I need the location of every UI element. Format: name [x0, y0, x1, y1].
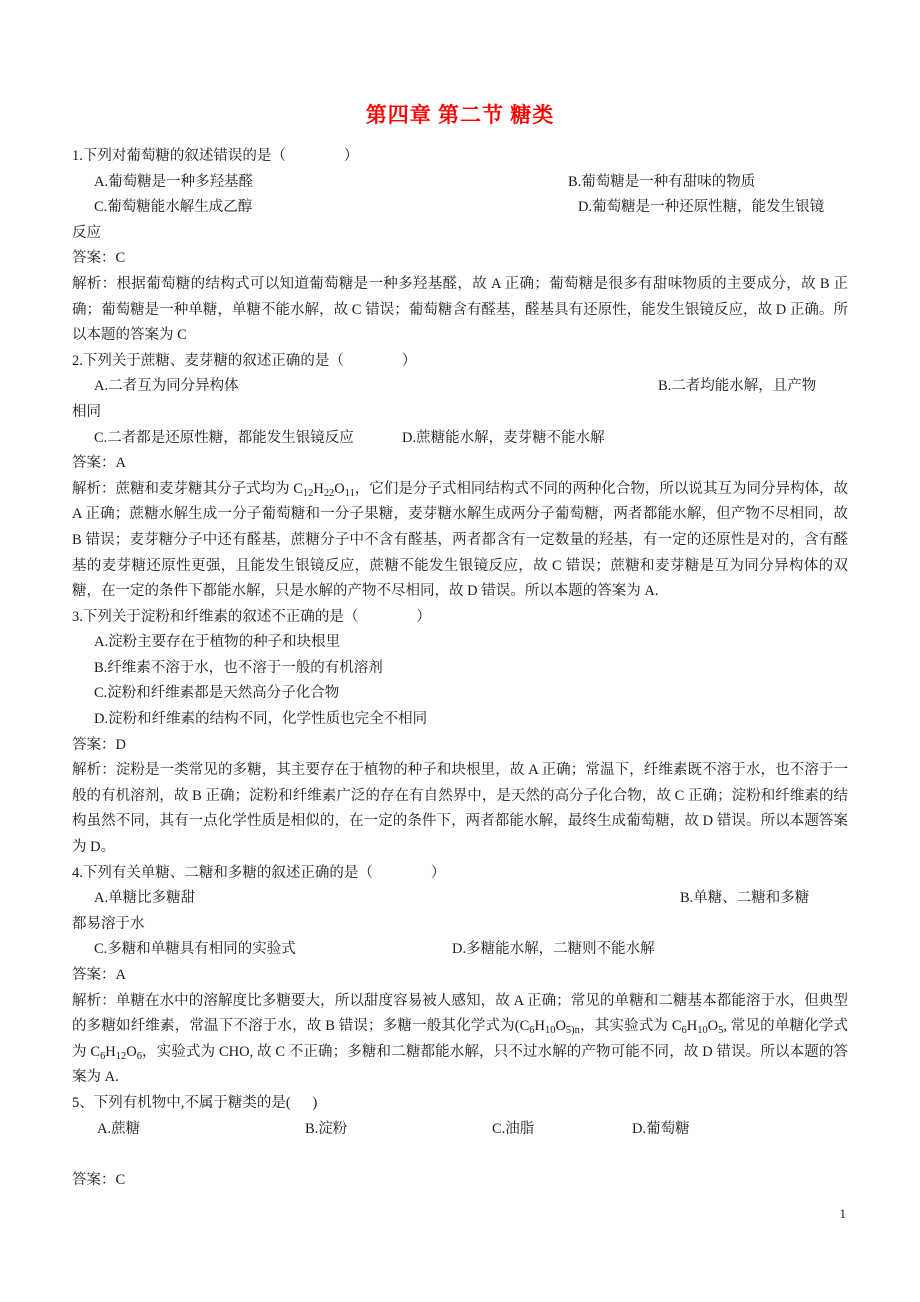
q4-analysis-seg-1: 解析：单糖在水中的溶解度比多糖要大，所以甜度容易被人感知，故 A 正确；常见的单糖和二糖基本都能溶于水，但典型的多糖如纤维素，常温下不溶于水，故 B 错误；多糖一般其化学式为(C: [72, 992, 848, 1035]
q4-analysis-seg-4: ，实验式为 CHO, 故 C 不正确；多糖和二糖都能水解，只不过水解的产物可能不同，故 D 错误。所以本题的答案为 A.: [72, 1043, 848, 1086]
q2-analysis-seg-2: H: [313, 480, 324, 497]
question-2-option-d[interactable]: D.蔗糖能水解，麦芽糖不能水解: [402, 429, 605, 446]
question-4-option-b[interactable]: B.单糖、二糖和多糖: [680, 890, 810, 907]
question-5-answer: 答案：C: [72, 1171, 126, 1188]
q4-formula-polysaccharide: $_6H_{10}O_{5)n}$: [529, 1018, 580, 1037]
q4-formula-empirical: $_6H_{10}O_5$: [681, 1018, 724, 1037]
question-4-analysis: [72, 989, 848, 1091]
question-4-option-d[interactable]: D.多糖能水解，二糖则不能水解: [452, 941, 655, 958]
q2-formula-sub-12: 12: [302, 487, 314, 499]
q2-formula-sub-22: 22: [323, 487, 335, 499]
question-1-stem: 1.下列对葡萄糖的叙述错误的是（ ）: [72, 148, 359, 164]
question-1-options-row-1: [72, 170, 848, 196]
question-3-stem: 3.下列关于淀粉和纤维素的叙述不正确的是（ ）: [72, 608, 431, 625]
page-number: 1: [839, 1206, 846, 1221]
question-3-option-d[interactable]: D.淀粉和纤维素的结构不同，化学性质也完全不相同: [94, 711, 428, 728]
question-1-analysis: 解析：根据葡萄糖的结构式可以知道葡萄糖是一种多羟基醛，故 A 正确；葡萄糖是很多有甜味物质的主要成分，故 B 正确；葡萄糖是一种单糖，单糖不能水解，故 C 错误；葡萄糖含有醛基，醛基具有还原性，能发生银镜反应，故 D 正确。所以本题的答案为 C: [72, 275, 848, 344]
q2-analysis-seg-3: O: [334, 480, 345, 497]
q4-analysis-seg-3: , 常见的单糖化学式为 C: [72, 1018, 849, 1060]
question-1-option-overflow: 反应: [72, 224, 101, 241]
question-3-option-c[interactable]: C.淀粉和纤维素都是天然高分子化合物: [94, 685, 340, 702]
question-4-option-a[interactable]: A.单糖比多糖甜: [94, 890, 196, 907]
question-5-option-d[interactable]: D.葡萄糖: [632, 1120, 690, 1137]
question-5-option-a[interactable]: A.蔗糖: [97, 1120, 141, 1137]
question-4-options-row-2: [72, 937, 848, 963]
question-2-options-row-2: [72, 426, 848, 452]
question-4-stem: 4.下列有关单糖、二糖和多糖的叙述正确的是（ ）: [72, 864, 446, 881]
q4-analysis-seg-2: ，其实验式为 C: [579, 1018, 682, 1035]
question-3-option-a[interactable]: A.淀粉主要存在于植物的种子和块根里: [94, 634, 341, 651]
question-5-option-c[interactable]: C.油脂: [492, 1120, 535, 1137]
document-body: [72, 100, 852, 1193]
question-2-option-c[interactable]: C.二者都是还原性糖，都能发生银镜反应: [94, 429, 354, 446]
question-1-option-c[interactable]: C.葡萄糖能水解生成乙醇: [94, 199, 253, 216]
q2-analysis-seg-1: 解析：蔗糖和麦芽糖其分子式均为 C: [72, 480, 303, 497]
question-4-option-c[interactable]: C.多糖和单糖具有相同的实验式: [94, 941, 296, 958]
question-5-option-b[interactable]: B.淀粉: [305, 1120, 348, 1137]
question-3-answer: 答案：D: [72, 736, 126, 753]
question-2-stem: 2.下列关于蔗糖、麦芽糖的叙述正确的是（ ）: [72, 352, 417, 369]
question-2-analysis: [72, 477, 852, 605]
question-2-options-row-1: [72, 374, 848, 400]
question-4-option-overflow: 都易溶于水: [72, 915, 145, 932]
question-1-option-d[interactable]: D.葡萄糖是一种还原性糖，能发生银镜: [578, 199, 825, 216]
question-3-analysis: 解析：淀粉是一类常见的多糖，其主要存在于植物的种子和块根里，故 A 正确；常温下，纤维素既不溶于水，也不溶于一般的有机溶剂，故 B 正确；淀粉和纤维素广泛的存在有自然界中，是天然的高分子化合物，故 C 正确；淀粉和纤维素的结构虽然不同，其有一点化学性质是相似的，在一定的条件下，两者都能水解，最终生成葡萄糖，故 D 错误。所以本题答案为 D。: [72, 762, 848, 856]
q4-formula-monosaccharide: $_6H_{12}O_6$: [100, 1043, 142, 1062]
question-2-option-overflow: 相同: [72, 403, 101, 420]
question-3-option-b[interactable]: B.纤维素不溶于水，也不溶于一般的有机溶剂: [94, 659, 383, 676]
page-title: 第四章 第二节 糖类: [365, 103, 555, 127]
q2-formula-sub-11: 11: [344, 487, 355, 499]
question-1-option-b[interactable]: B.葡萄糖是一种有甜味的物质: [568, 173, 756, 190]
question-5-stem: 5、下列有机物中,不属于糖类的是( ): [72, 1094, 318, 1111]
question-1-options-row-2: [72, 195, 848, 221]
question-2-option-b[interactable]: B.二者均能水解，且产物: [658, 378, 817, 395]
question-2-answer: 答案：A: [72, 455, 126, 472]
question-2-option-a[interactable]: A.二者互为同分异构体: [94, 378, 239, 395]
question-1-option-a[interactable]: A.葡萄糖是一种多羟基醛: [94, 173, 254, 190]
question-5-options-row: [72, 1117, 848, 1143]
question-4-answer: 答案：A: [72, 967, 126, 983]
spacer-line: [72, 1142, 848, 1168]
question-4-options-row-1: [72, 886, 848, 912]
question-1-answer: 答案：C: [72, 250, 126, 267]
q2-analysis-seg-4: ，它们是分子式相同结构式不同的两种化合物，所以说其互为同分异构体，故 A 正确；蔗糖水解生成一分子葡萄糖和一分子果糖，麦芽糖水解生成两分子葡萄糖，两者都能水解，但产物不尽相同，故 B 错误；麦芽糖分子中还有醛基，蔗糖分子中不含有醛基，两者都含有一定数量的羟基，有一定的还原性是对的，含有醛基的麦芽糖还原性更强，且能发生银镜反应，蔗糖不能发生银镜反应，故 C 错误；蔗糖和麦芽糖是互为同分异构体的双糖，在一定的条件下都能水解，只是水解的产物不尽相同，故 D 错误。所以本题的答案为 A.: [72, 480, 852, 600]
